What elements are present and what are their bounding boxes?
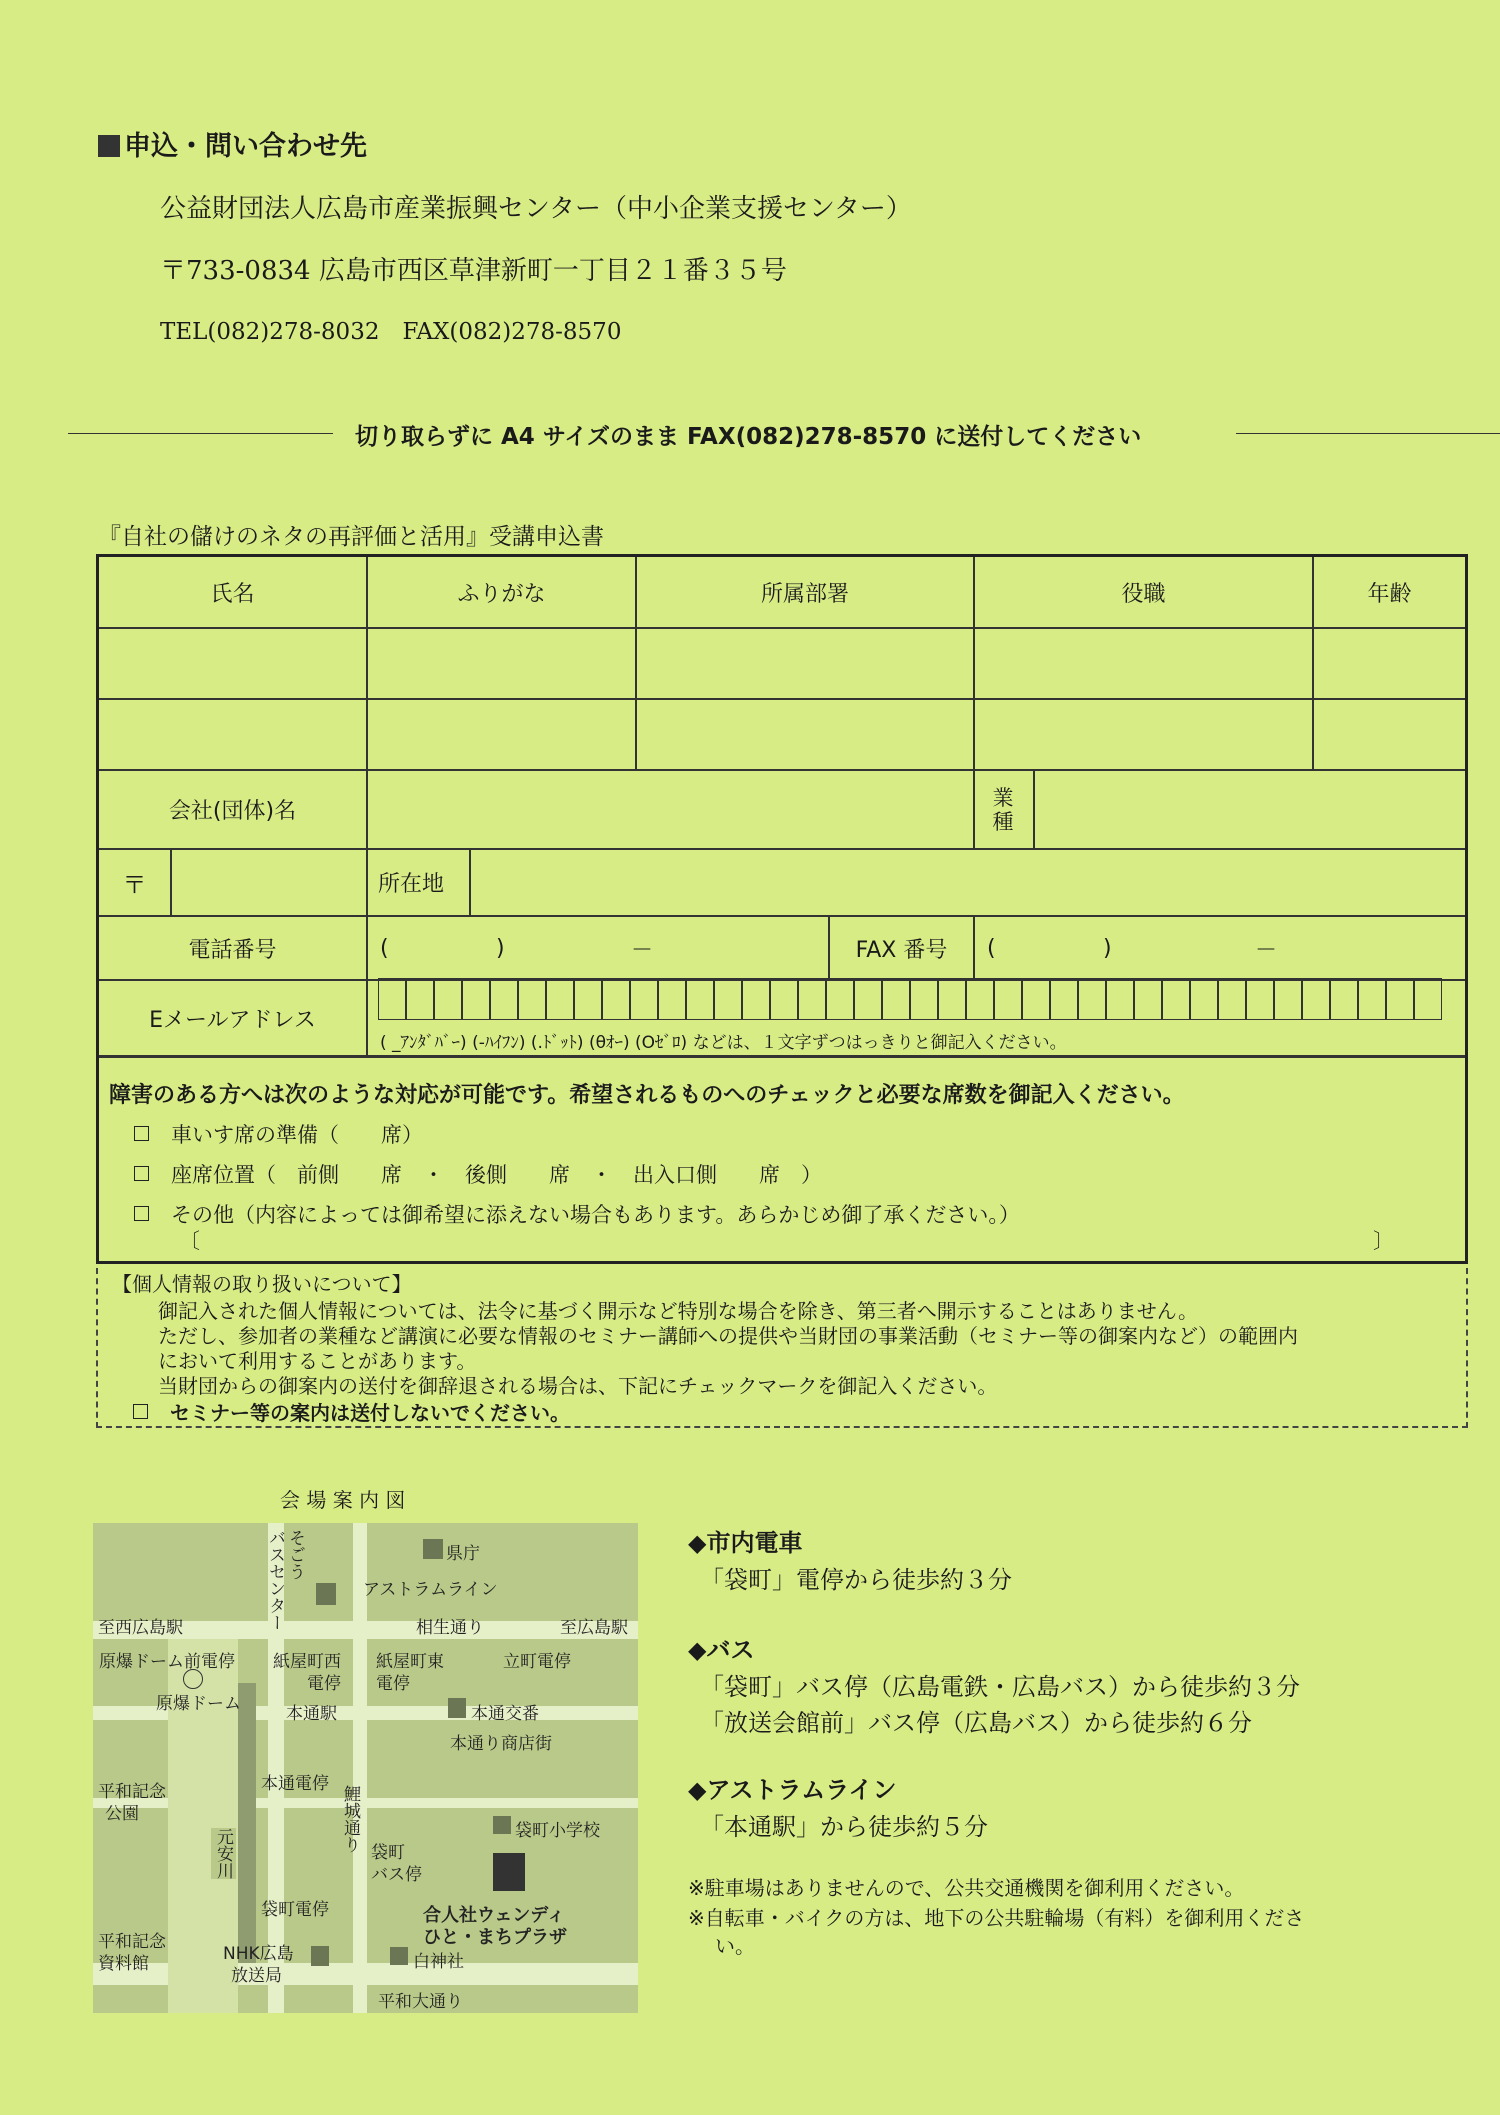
phone-input[interactable] <box>368 917 828 979</box>
email-char-box[interactable] <box>490 978 518 1020</box>
email-char-box[interactable] <box>1190 978 1218 1020</box>
map-label-genbaku-dome: 原爆ドーム <box>156 1694 241 1714</box>
industry-label: 業種 <box>992 785 1014 834</box>
location-label: 所在地 <box>378 872 445 897</box>
map-label-fukuro-stop: 袋町電停 <box>261 1900 329 1920</box>
privacy-heading: 【個人情報の取り扱いについて】 <box>112 1272 412 1296</box>
option-seat-position-label: 座席位置（ 前側 席 ・ 後側 席 ・ 出入口側 席 ） <box>171 1163 822 1187</box>
email-char-box[interactable] <box>602 978 630 1020</box>
fax-dash: － <box>1255 937 1278 963</box>
bus-line-1: 「袋町」バス停（広島電鉄・広島バス）から徒歩約３分 <box>700 1673 1300 1701</box>
map-label-nishihiroshima: 至西広島駅 <box>98 1618 183 1638</box>
map-label-heiwa-odori: 平和大通り <box>378 1992 463 2012</box>
map-label-nhk: NHK広島 <box>223 1944 294 1964</box>
other-detail-input[interactable] <box>209 1227 1359 1257</box>
position-input-2[interactable] <box>975 700 1312 769</box>
map-label-venue-2: ひと・まちプラザ <box>423 1927 567 1948</box>
email-char-box[interactable] <box>826 978 854 1020</box>
email-char-box[interactable] <box>714 978 742 1020</box>
privacy-line-4: 当財団からの御案内の送付を御辞退される場合は、下記にチェックマークを御記入ください。 <box>158 1374 998 1398</box>
email-char-box[interactable] <box>994 978 1022 1020</box>
email-char-box[interactable] <box>658 978 686 1020</box>
astram-heading: ◆アストラムライン <box>688 1776 897 1804</box>
header-furigana: ふりがな <box>457 581 546 607</box>
postal-mark: 〒 <box>122 871 147 899</box>
tram-heading: ◆市内電車 <box>688 1529 803 1557</box>
map-label-astram: アストラムライン <box>363 1580 498 1600</box>
email-char-box[interactable] <box>770 978 798 1020</box>
map-label-museum-2: 資料館 <box>98 1954 149 1974</box>
map-label-tatemachi: 立町電停 <box>503 1652 571 1672</box>
email-char-box[interactable] <box>966 978 994 1020</box>
optout-checkbox[interactable] <box>133 1404 148 1419</box>
email-char-box[interactable] <box>1246 978 1274 1020</box>
map-label-nhk-2: 放送局 <box>231 1966 282 1986</box>
email-char-box[interactable] <box>910 978 938 1020</box>
email-char-box[interactable] <box>434 978 462 1020</box>
age-input-1[interactable] <box>1314 629 1465 698</box>
map-label-hondori-shotengai: 本通り商店街 <box>450 1734 552 1754</box>
email-char-box[interactable] <box>854 978 882 1020</box>
email-char-box[interactable] <box>1134 978 1162 1020</box>
wheelchair-checkbox[interactable] <box>134 1126 149 1141</box>
venue-map <box>93 1523 638 2013</box>
tel-fax: TEL(082)278-8032 FAX(082)278-8570 <box>160 319 622 345</box>
astram-line: 「本通駅」から徒歩約５分 <box>700 1813 988 1841</box>
email-char-box[interactable] <box>546 978 574 1020</box>
map-label-rijo: 鯉城通り <box>340 1785 360 1853</box>
map-title: 会 場 案 内 図 <box>280 1488 406 1512</box>
map-label-heiwa-park: 平和記念 <box>98 1782 166 1802</box>
name-input-2[interactable] <box>99 700 366 769</box>
email-char-box[interactable] <box>1274 978 1302 1020</box>
email-char-box[interactable] <box>1414 978 1442 1020</box>
email-char-box[interactable] <box>518 978 546 1020</box>
postal-code-input[interactable] <box>172 850 366 915</box>
option-wheelchair-label: 車いす席の準備（ 席） <box>171 1123 423 1147</box>
parking-note: ※駐車場はありませんので、公共交通機関を御利用ください。 <box>688 1876 1245 1900</box>
furigana-input-1[interactable] <box>368 629 635 698</box>
email-char-box[interactable] <box>1218 978 1246 1020</box>
bracket-open: 〔 <box>179 1229 200 1253</box>
email-char-box[interactable] <box>882 978 910 1020</box>
bicycle-note: ※自転車・バイクの方は、地下の公共駐輪場（有料）を御利用くださ <box>688 1906 1305 1930</box>
map-label-venue: 合人社ウェンディ <box>423 1905 565 1926</box>
map-label-sogo: そごう <box>285 1529 305 1580</box>
email-label: Eメールアドレス <box>149 1007 316 1033</box>
privacy-line-2: ただし、参加者の業種など講演に必要な情報のセミナー講師への提供や当財団の事業活動（セミナー等の御案内など）の範囲内 <box>158 1324 1298 1348</box>
email-char-box[interactable] <box>938 978 966 1020</box>
map-label-bus-center: バスセンター <box>265 1529 285 1631</box>
email-char-box[interactable] <box>1302 978 1330 1020</box>
map-label-shirakami: 白神社 <box>413 1952 464 1972</box>
bicycle-note-cont: い。 <box>715 1934 755 1958</box>
phone-paren-close: ) <box>496 935 505 961</box>
header-age: 年齢 <box>1367 581 1412 607</box>
email-char-box[interactable] <box>630 978 658 1020</box>
privacy-line-3: において利用することがあります。 <box>158 1349 477 1373</box>
seat-position-checkbox[interactable] <box>134 1166 149 1181</box>
fax-paren-open: ( <box>987 935 996 961</box>
map-label-genbaku-stop: 原爆ドーム前電停 <box>99 1652 235 1672</box>
email-char-box[interactable] <box>1358 978 1386 1020</box>
industry-input[interactable] <box>1035 771 1465 848</box>
email-char-box[interactable] <box>1078 978 1106 1020</box>
email-note: ( _ｱﾝﾀﾞﾊﾞｰ) (-ﾊｲﾌﾝ) (.ﾄﾞｯﾄ) (θｵｰ) (Oｾﾞﾛ) などは、１文字ずつはっきりと御記入ください。 <box>380 1032 1067 1053</box>
header-department: 所属部署 <box>760 581 849 607</box>
organization-name: 公益財団法人広島市産業振興センター（中小企業支援センター） <box>160 194 912 224</box>
company-input[interactable] <box>368 771 973 848</box>
map-label-aioi: 相生通り <box>416 1618 484 1638</box>
bus-heading: ◆バス <box>688 1636 755 1664</box>
furigana-input-2[interactable] <box>368 700 635 769</box>
email-char-box[interactable] <box>574 978 602 1020</box>
option-wheelchair[interactable] <box>134 1119 423 1149</box>
department-input-2[interactable] <box>637 700 973 769</box>
option-other[interactable] <box>134 1199 1020 1229</box>
map-label-heiwa-park-2: 公園 <box>105 1804 139 1824</box>
email-char-box[interactable] <box>1330 978 1358 1020</box>
other-checkbox[interactable] <box>134 1206 149 1221</box>
accessibility-intro: 障害のある方へは次のような対応が可能です。希望されるものへのチェックと必要な席数を御記入ください。 <box>109 1083 1185 1108</box>
map-label-kencho: 県庁 <box>446 1544 480 1564</box>
map-label-museum: 平和記念 <box>98 1932 166 1952</box>
postal-address: 〒733-0834 広島市西区草津新町一丁目２１番３５号 <box>160 256 787 286</box>
map-label-hondori-st: 本通駅 <box>286 1704 337 1724</box>
email-char-box[interactable] <box>462 978 490 1020</box>
name-input-1[interactable] <box>99 629 366 698</box>
bracket-close: 〕 <box>1373 1229 1394 1253</box>
optout-label: セミナー等の案内は送付しないでください。 <box>170 1401 570 1425</box>
map-label-motoyasu: 元安川 <box>211 1828 236 1879</box>
map-label-fukuro-bus-2: バス停 <box>371 1865 422 1885</box>
age-input-2[interactable] <box>1314 700 1465 769</box>
phone-dash: － <box>631 937 654 963</box>
phone-label: 電話番号 <box>188 937 277 963</box>
contact-heading-text: 申込・問い合わせ先 <box>124 131 367 162</box>
company-label: 会社(団体)名 <box>168 799 297 824</box>
map-label-fukuro-bus: 袋町 <box>371 1843 405 1863</box>
bus-line-2: 「放送会館前」バス停（広島バス）から徒歩約６分 <box>700 1709 1252 1737</box>
email-char-box[interactable] <box>1162 978 1190 1020</box>
email-char-box[interactable] <box>378 978 406 1020</box>
location-input[interactable] <box>471 850 1465 915</box>
fax-paren-close: ) <box>1103 935 1112 961</box>
email-char-box[interactable] <box>798 978 826 1020</box>
map-label-kamiyacho-nishi-2: 電停 <box>307 1674 341 1694</box>
email-char-box[interactable] <box>406 978 434 1020</box>
email-char-box[interactable] <box>1106 978 1134 1020</box>
cut-instruction: 切り取らずに A4 サイズのまま FAX(082)278-8570 に送付してください <box>355 424 1142 450</box>
map-label-fukuro-school: 袋町小学校 <box>515 1821 600 1841</box>
header-position: 役職 <box>1121 581 1166 607</box>
phone-paren-open: ( <box>380 935 389 961</box>
email-char-box[interactable] <box>1050 978 1078 1020</box>
map-label-hondori-koban: 本通交番 <box>471 1704 539 1724</box>
department-input-1[interactable] <box>637 629 973 698</box>
privacy-section <box>96 1268 1468 1428</box>
header-name: 氏名 <box>210 581 255 607</box>
dome-marker-icon <box>183 1669 203 1689</box>
privacy-line-1: 御記入された個人情報については、法令に基づく開示など特別な場合を除き、第三者へ開示することはありません。 <box>158 1299 1198 1323</box>
map-label-hiroshima-st: 至広島駅 <box>560 1618 628 1638</box>
email-char-box[interactable] <box>1022 978 1050 1020</box>
fax-input[interactable] <box>975 917 1465 979</box>
position-input-1[interactable] <box>975 629 1312 698</box>
map-label-kamiyacho-nishi: 紙屋町西 <box>273 1652 341 1672</box>
map-label-kamiyacho-higashi-2: 電停 <box>376 1674 410 1694</box>
option-other-label: その他（内容によっては御希望に添えない場合もあります。あらかじめ御了承ください。） <box>171 1203 1020 1227</box>
application-form <box>96 554 1468 1264</box>
email-char-box[interactable] <box>1386 978 1414 1020</box>
map-label-kamiyacho-higashi: 紙屋町東 <box>376 1652 444 1672</box>
email-char-box[interactable] <box>742 978 770 1020</box>
optout-option[interactable] <box>133 1397 570 1426</box>
map-label-hondori-stop: 本通電停 <box>261 1774 329 1794</box>
option-seat-position[interactable] <box>134 1159 822 1189</box>
tram-line: 「袋町」電停から徒歩約３分 <box>700 1566 1012 1594</box>
contact-heading <box>98 124 367 163</box>
form-title: 『自社の儲けのネタの再評価と活用』受講申込書 <box>98 524 604 550</box>
fax-label: FAX 番号 <box>855 937 948 963</box>
email-char-box[interactable] <box>686 978 714 1020</box>
square-bullet-icon <box>98 135 120 157</box>
